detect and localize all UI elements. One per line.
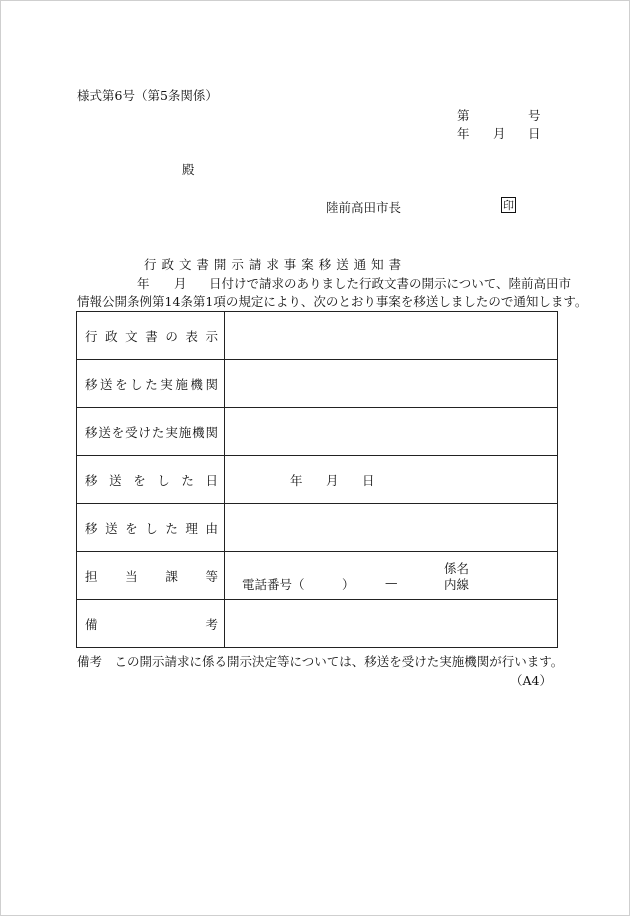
row-value-reason — [225, 504, 558, 552]
transfer-date-month: 月 — [326, 473, 339, 488]
row-value-department — [225, 552, 558, 600]
transfer-date-year: 年 — [290, 473, 303, 488]
header-date-day: 日 — [528, 126, 541, 141]
phone-close: ） — [342, 577, 355, 592]
table-row — [77, 360, 558, 408]
row-label: 移送をした実施機関 — [77, 360, 225, 408]
body-month: 月 — [174, 276, 187, 291]
header-date-year: 年 — [457, 126, 470, 141]
doc-number-prefix: 第 — [457, 108, 470, 123]
seal-box: 印 — [503, 199, 514, 212]
row-value-document — [225, 312, 558, 360]
row-label: 移送をした日 — [77, 456, 225, 504]
body-line1: 日付けで請求のありました行政文書の開示について、陸前高田市 — [209, 276, 572, 291]
row-value-receiving-body — [225, 408, 558, 456]
document-title: 行 政 文 書 開 示 請 求 事 案 移 送 通 知 書 — [144, 257, 402, 272]
body-year: 年 — [137, 276, 150, 291]
addressee-suffix: 殿 — [182, 162, 195, 177]
table-row — [77, 552, 558, 600]
form-id: 様式第6号（第5条関係） — [77, 88, 218, 103]
row-value-transfer-date — [225, 456, 558, 504]
header-date-month: 月 — [493, 126, 506, 141]
section-name-label: 係名 — [444, 561, 470, 576]
doc-number-suffix: 号 — [528, 108, 541, 123]
phone-dash: — — [385, 575, 398, 590]
row-label: 行政文書の表示 — [77, 312, 225, 360]
table-row — [77, 504, 558, 552]
paper-size: （A4） — [510, 673, 552, 688]
issuer-name: 陸前高田市長 — [326, 200, 402, 215]
extension-label: 内線 — [444, 577, 470, 592]
transfer-date-day: 日 — [362, 473, 375, 488]
footer-note: 備考 この開示請求に係る開示決定等については、移送を受けた実施機関が行います。 — [77, 654, 564, 669]
table-row — [77, 456, 558, 504]
row-label: 移送をした理由 — [77, 504, 225, 552]
row-value-transferring-body — [225, 360, 558, 408]
table-row — [77, 600, 558, 648]
row-value-remarks — [225, 600, 558, 648]
phone-label: 電話番号（ — [242, 577, 305, 592]
transfer-table — [76, 311, 558, 648]
table-row — [77, 408, 558, 456]
table-row — [77, 312, 558, 360]
row-label: 備考 — [77, 600, 225, 648]
row-label: 担当課等 — [77, 552, 225, 600]
body-line2: 情報公開条例第14条第1項の規定により、次のとおり事案を移送しましたので通知します。 — [77, 294, 588, 309]
row-label: 移送を受けた実施機関 — [77, 408, 225, 456]
